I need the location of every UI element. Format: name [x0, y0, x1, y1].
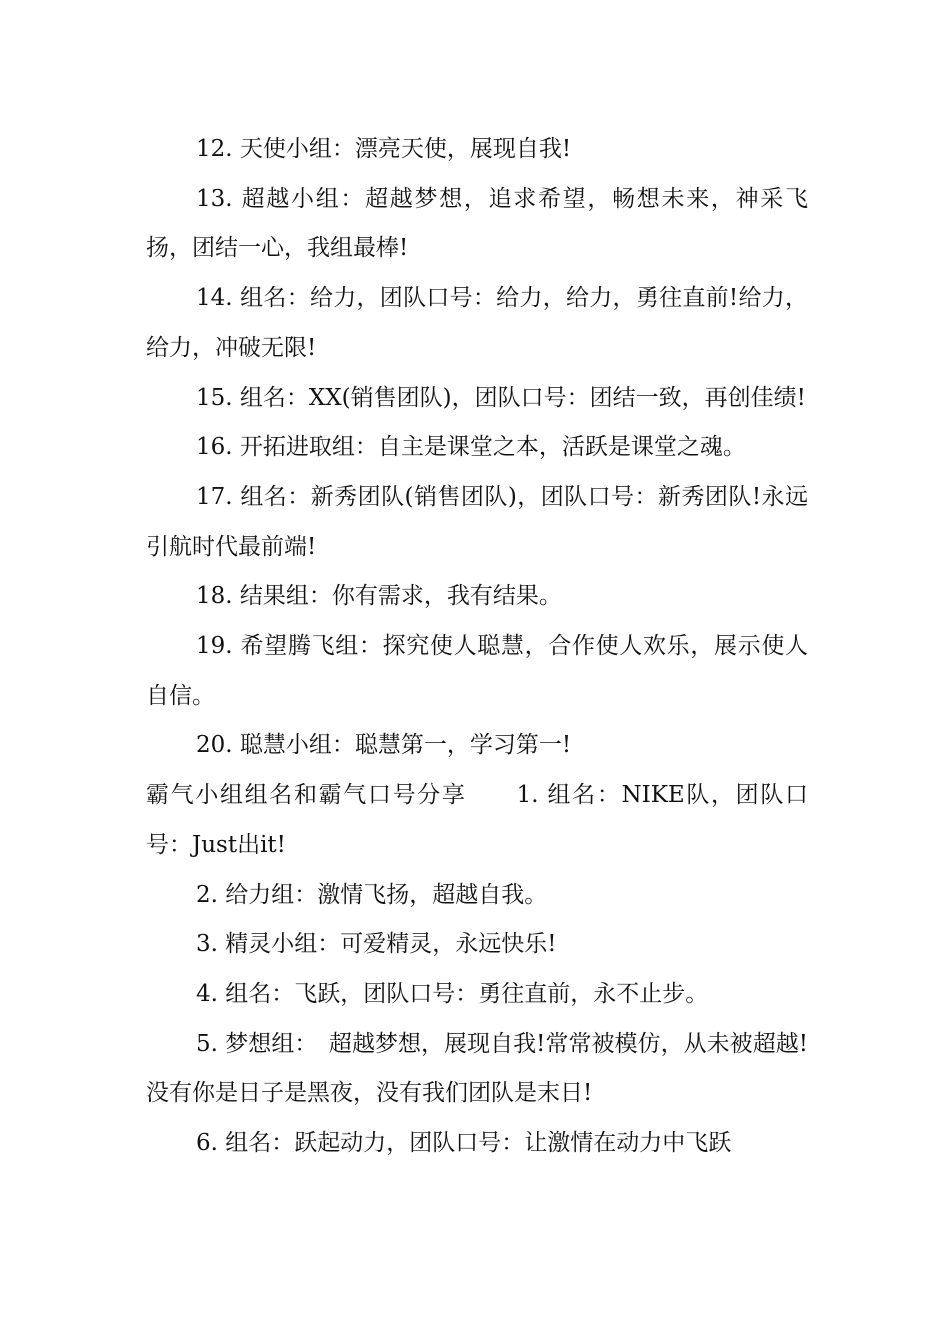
section-heading: 霸气小组组名和霸气口号分享 [146, 782, 467, 809]
paragraph-16: 16. 开拓进取组：自主是课堂之本，活跃是课堂之魂。 [196, 434, 746, 461]
paragraph-15: 15. 组名：XX(销售团队)，团队口号：团结一致，再创佳绩! [196, 384, 806, 411]
document-page [146, 125, 808, 1169]
paragraph-20: 20. 聪慧小组：聪慧第一，学习第一! [196, 732, 572, 759]
section-first-item: 1. 组名：NIKE队，团队口号：Just出it! [146, 782, 808, 858]
item-2: 2. 给力组：激情飞扬，超越自我。 [196, 881, 548, 908]
item-4: 4. 组名：飞跃，团队口号：勇往直前，永不止步。 [196, 980, 709, 1007]
paragraph-17: 17. 组名：新秀团队(销售团队)，团队口号：新秀团队!永远引航时代最前端! [146, 483, 808, 560]
item-3: 3. 精灵小组：可爱精灵，永远快乐! [196, 931, 557, 958]
item-5: 5. 梦想组： 超越梦想，展现自我!常常被模仿，从未被超越!没有你是日子是黑夜，没有我们团队是末日! [146, 1030, 808, 1107]
paragraph-18: 18. 结果组：你有需求，我有结果。 [196, 583, 562, 610]
paragraph-13: 13. 超越小组：超越梦想，追求希望，畅想未来，神采飞扬，团结一心，我组最棒! [146, 185, 808, 262]
paragraph-12: 12. 天使小组：漂亮天使，展现自我! [196, 136, 572, 162]
paragraph-19: 19. 希望腾飞组：探究使人聪慧，合作使人欢乐，展示使人自信。 [146, 633, 808, 709]
section-paragraph [146, 771, 808, 870]
paragraph-14: 14. 组名：给力，团队口号：给力，给力，勇往直前!给力，给力，冲破无限! [146, 285, 808, 361]
item-6: 6. 组名：跃起动力，团队口号：让激情在动力中飞跃 [196, 1130, 732, 1157]
